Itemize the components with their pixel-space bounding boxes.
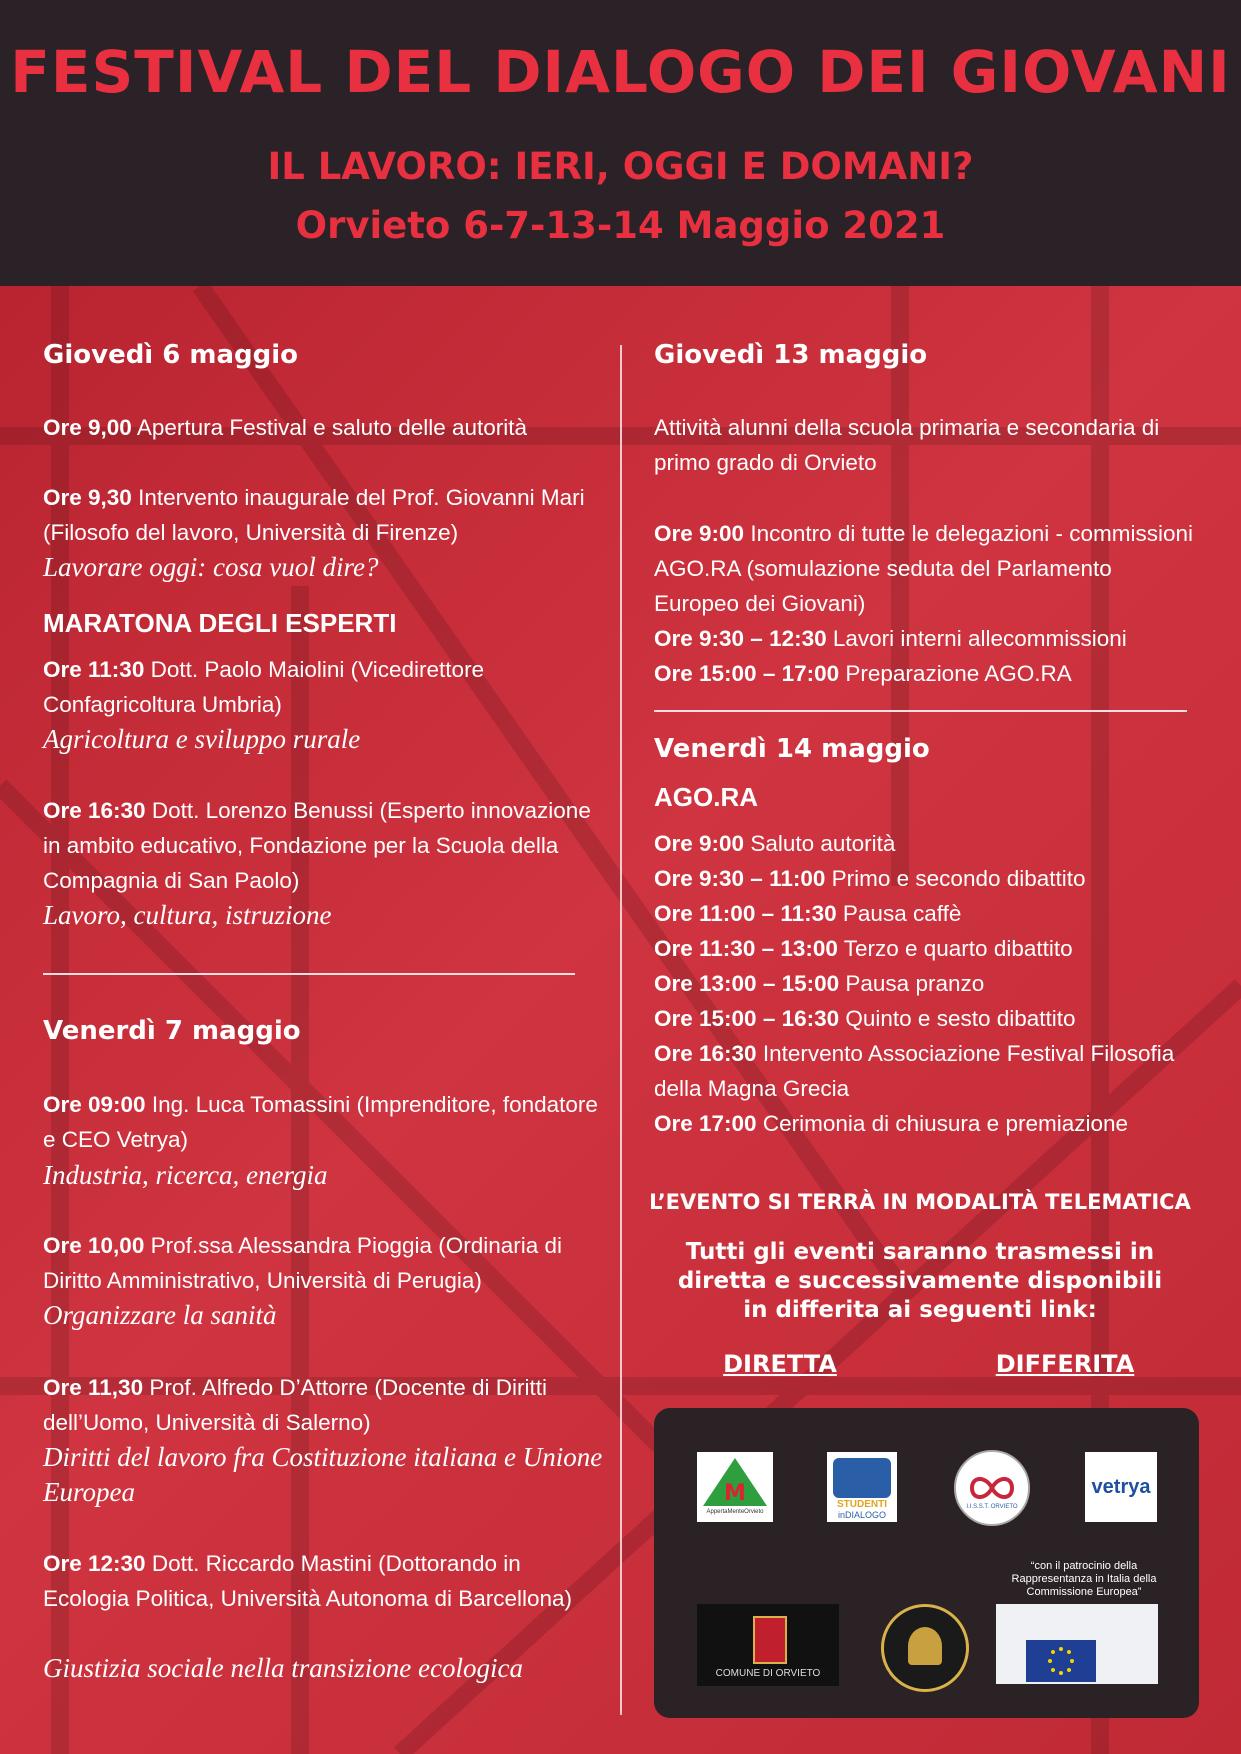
broadcast-line: in differita ai seguenti link: xyxy=(743,1297,1097,1323)
event-entry xyxy=(654,656,1194,691)
event-entry xyxy=(43,410,603,445)
event-time: Ore 11:30 – 13:00 xyxy=(654,936,838,961)
event-time: Ore 15:00 – 17:00 xyxy=(654,661,840,686)
event-time: Ore 9,30 xyxy=(43,485,132,510)
event-text: Intervento inaugurale del Prof. Giovanni Mari (Filosofo del lavoro, Università di Firenze) xyxy=(43,485,585,545)
event-time: Ore 10,00 xyxy=(43,1233,145,1258)
comune-orvieto-logo xyxy=(697,1604,839,1686)
event-entry xyxy=(43,793,603,898)
event-entry xyxy=(43,480,603,550)
svg-text:M: M xyxy=(724,1481,746,1506)
festival-subtitle: IL LAVORO: IERI, OGGI E DOMANI? xyxy=(267,145,974,188)
studenti-text-2: inDIALOGO xyxy=(837,1510,886,1520)
infinity-icon xyxy=(956,1452,1028,1524)
event-time: Ore 11:30 xyxy=(43,657,145,682)
event-text: Dott. Riccardo Mastini (Dottorando in Ecologia Politica, Università Autonoma di Barcellona) xyxy=(43,1551,573,1611)
event-entry xyxy=(43,1228,603,1298)
event-time: Ore 9:00 xyxy=(654,521,745,546)
event-text: Prof.ssa Alessandra Pioggia (Ordinaria di Diritto Amministrativo, Università di Perugia) xyxy=(43,1233,563,1293)
event-time: Ore 16:30 xyxy=(654,1041,757,1066)
section-divider xyxy=(654,710,1187,712)
event-entry xyxy=(654,861,1194,896)
event-text: Dott. Paolo Maiolini (Vicedirettore Confagricoltura Umbria) xyxy=(43,657,485,717)
iisst-logo xyxy=(954,1450,1030,1526)
event-entry xyxy=(43,1087,603,1157)
differita-link[interactable]: DIFFERITA xyxy=(995,1350,1135,1378)
event-entry xyxy=(654,1106,1194,1141)
apertamente-text: AppertaMenteOrvieto xyxy=(706,1509,764,1515)
column-divider xyxy=(620,345,622,1715)
event-entry xyxy=(654,826,1194,861)
event-text: Quinto e sesto dibattito xyxy=(839,1006,1076,1031)
event-time: Ore 09:00 xyxy=(43,1092,146,1117)
section-heading: MARATONA DEGLI ESPERTI xyxy=(43,608,397,638)
event-text: Terzo e quarto dibattito xyxy=(837,936,1073,961)
european-commission-logo xyxy=(996,1604,1158,1684)
coat-of-arms-icon xyxy=(753,1616,787,1664)
eu-flag-icon xyxy=(1026,1640,1096,1682)
talk-title: Lavorare oggi: cosa vuol dire? xyxy=(43,552,379,582)
apertamente-logo xyxy=(697,1452,773,1522)
event-entry xyxy=(654,1001,1194,1036)
event-text: Ing. Luca Tomassini (Imprenditore, fondatore e CEO Vetrya) xyxy=(43,1092,598,1152)
studenti-text: STUDENTI xyxy=(837,1499,887,1510)
talk-title: Industria, ricerca, energia xyxy=(43,1160,328,1190)
event-text: Cerimonia di chiusura e premiazione xyxy=(756,1111,1129,1136)
event-entry xyxy=(43,1546,603,1616)
vetrya-logo xyxy=(1085,1452,1157,1522)
broadcast-text xyxy=(630,1238,1210,1325)
header-banner xyxy=(0,0,1241,286)
event-entry xyxy=(654,966,1194,1001)
event-time: Ore 9,00 xyxy=(43,415,132,440)
intro-text: Attività alunni della scuola primaria e secondaria di primo grado di Orvieto xyxy=(654,415,1160,475)
talk-title: Giustizia sociale nella transizione ecologica xyxy=(43,1653,523,1683)
event-text: Prof. Alfredo D’Attorre (Docente di Diritti dell’Uomo, Università di Salerno) xyxy=(43,1375,547,1435)
section-heading: AGO.RA xyxy=(654,782,758,812)
patrocinio-text: “con il patrocinio della Rappresentanza in Italia della Commissione Europea” xyxy=(1011,1560,1157,1598)
section-divider xyxy=(43,973,575,975)
day-heading-6: Giovedì 6 maggio xyxy=(43,340,299,370)
seal-emblem-icon xyxy=(908,1627,942,1665)
event-entry xyxy=(654,1036,1194,1106)
sponsor-logos-panel xyxy=(654,1408,1199,1718)
talk-title: Diritti del lavoro fra Costituzione italiana e Unione Europea xyxy=(43,1442,603,1507)
day-heading-7: Venerdì 7 maggio xyxy=(43,1016,301,1046)
event-time: Ore 11:00 – 11:30 xyxy=(654,901,837,926)
event-entry xyxy=(654,621,1194,656)
day-heading-14: Venerdì 14 maggio xyxy=(654,734,930,764)
event-time: Ore 12:30 xyxy=(43,1551,146,1576)
event-entry xyxy=(43,1370,603,1440)
event-time: Ore 13:00 – 15:00 xyxy=(654,971,840,996)
event-text: Incontro di tutte le delegazioni - commissioni AGO.RA (somulazione seduta del Parlamento Europeo dei Giovani) xyxy=(654,521,1194,616)
festival-dates: Orvieto 6-7-13-14 Maggio 2021 xyxy=(295,204,946,247)
dialogue-icon xyxy=(833,1458,891,1498)
event-time: Ore 16:30 xyxy=(43,798,146,823)
event-text: Intervento Associazione Festival Filosofia della Magna Grecia xyxy=(654,1041,1175,1101)
event-text: Preparazione AGO.RA xyxy=(839,661,1072,686)
comune-text: COMUNE DI ORVIETO xyxy=(715,1668,821,1679)
vetrya-text: vetrya xyxy=(1091,1476,1151,1498)
event-text: Primo e secondo dibattito xyxy=(825,866,1086,891)
event-entry xyxy=(654,516,1194,621)
event-text: Saluto autorità xyxy=(744,831,896,856)
studenti-logo xyxy=(827,1452,897,1522)
iisst-text: I.I.S.S.T. ORVIETO xyxy=(966,1504,1018,1510)
diretta-link[interactable]: DIRETTA xyxy=(723,1350,837,1378)
event-text: Pausa pranzo xyxy=(839,971,985,996)
agora-schedule xyxy=(654,826,1194,1141)
event-time: Ore 9:30 – 11:00 xyxy=(654,866,826,891)
event-text: Dott. Lorenzo Benussi (Esperto innovazione in ambito educativo, Fondazione per la Scuola della Compagnia di San Paolo) xyxy=(43,798,591,893)
fondazione-seal xyxy=(881,1604,969,1692)
eu-stars-icon xyxy=(1026,1640,1096,1682)
event-entry xyxy=(654,896,1194,931)
talk-title: Agricoltura e sviluppo rurale xyxy=(43,724,361,754)
broadcast-line: diretta e successivamente disponibili xyxy=(677,1268,1163,1294)
talk-title: Lavoro, cultura, istruzione xyxy=(43,900,332,930)
event-time: Ore 11,30 xyxy=(43,1375,144,1400)
event-entry xyxy=(654,931,1194,966)
talk-title: Organizzare la sanità xyxy=(43,1300,277,1330)
broadcast-line: Tutti gli eventi saranno trasmessi in xyxy=(685,1239,1155,1265)
event-text: Apertura Festival e saluto delle autorità xyxy=(131,415,528,440)
event-time: Ore 15:00 – 16:30 xyxy=(654,1006,840,1031)
festival-title: FESTIVAL DEL DIALOGO DEI GIOVANI xyxy=(10,38,1231,106)
telematica-notice: L’EVENTO SI TERRÀ IN MODALITÀ TELEMATICA xyxy=(649,1190,1191,1214)
event-text: Pausa caffè xyxy=(836,901,962,926)
event-time: Ore 9:00 xyxy=(654,831,745,856)
event-time: Ore 17:00 xyxy=(654,1111,757,1136)
event-text: Lavori interni allecommissioni xyxy=(826,626,1127,651)
day-heading-13: Giovedì 13 maggio xyxy=(654,340,928,370)
event-time: Ore 9:30 – 12:30 xyxy=(654,626,827,651)
event-entry xyxy=(43,652,603,722)
